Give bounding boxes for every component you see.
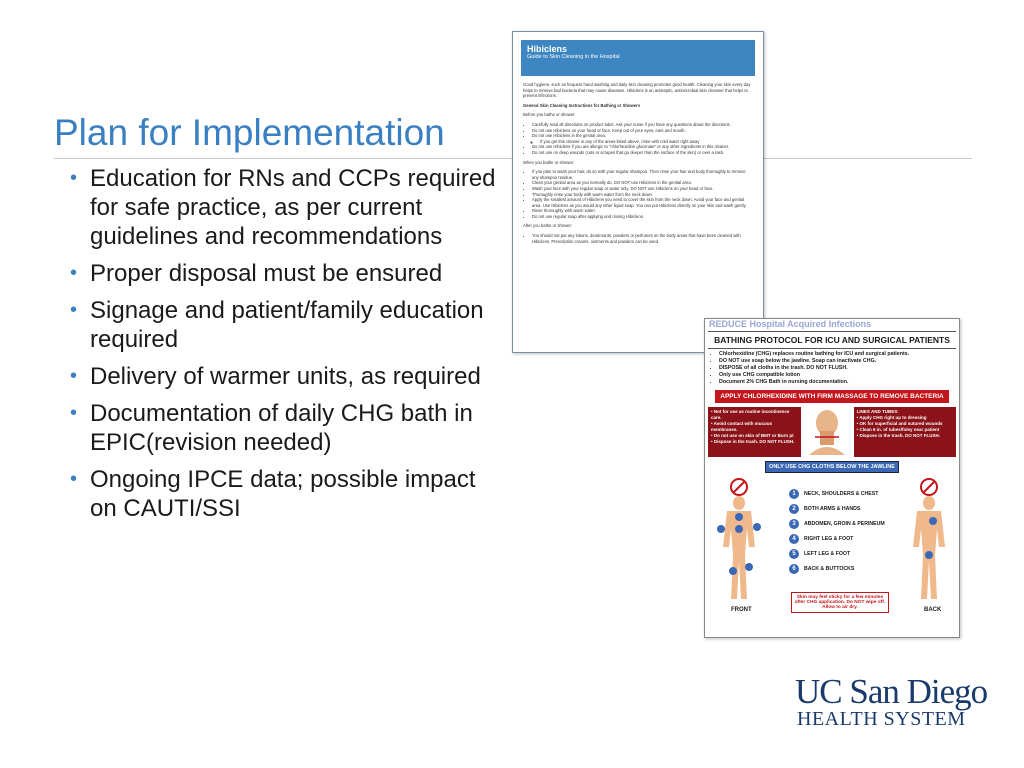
handout-subtitle: Guide to Skin Cleaning in the Hospital bbox=[527, 54, 620, 60]
bullet-item: • Proper disposal must be ensured bbox=[68, 259, 508, 288]
list-item: ◦ If you get this cleaner in any of the areas listed above, rinse with cold water right away bbox=[540, 139, 753, 145]
back-label: BACK bbox=[924, 607, 942, 613]
list-item: • You should not put any lotions, deodorants, powders or perfumes on the body areas that have been cleaned with Hibiclens. Prescription creams, ointments and powders can be used. bbox=[532, 233, 753, 244]
list-item: • Do not use Hibiclens on your head or face. Keep out of your eyes, ears and mouth. bbox=[532, 128, 753, 134]
step-list bbox=[789, 489, 885, 579]
list-item: • Rinse thoroughly with warm water. bbox=[532, 208, 753, 214]
uc-san-diego-logo bbox=[795, 672, 987, 731]
before-heading: Before you bathe or shower: bbox=[523, 112, 576, 118]
bathing-protocol-poster bbox=[704, 318, 960, 638]
bullet-item: • Signage and patient/family education required bbox=[68, 296, 508, 354]
hibiclens-handout bbox=[512, 31, 764, 353]
lines-tubes-box bbox=[854, 407, 956, 457]
bullet-item: • Ongoing IPCE data; possible impact on CAUTI/SSI bbox=[68, 465, 508, 523]
front-body-figure bbox=[709, 477, 779, 607]
list-item: • Wash your face with your regular soap or water only. DO NOT use Hibiclens on your head or face. bbox=[532, 186, 753, 192]
precautions-box bbox=[708, 407, 801, 457]
list-item: • Avoid contact with mucous membranes. bbox=[711, 421, 773, 432]
protocol-title: BATHING PROTOCOL FOR ICU AND SURGICAL PATIENTS bbox=[708, 331, 956, 349]
sticky-skin-note: Skin may feel sticky for a few minutes after CHG application. Do NOT wipe off. Allow to air dry. bbox=[791, 592, 889, 613]
before-list bbox=[523, 122, 753, 156]
list-item: • Clean your genital area as you normally do. DO NOT use Hibiclens in the genital area. bbox=[532, 180, 753, 186]
list-item: • Apply CHG right up to dressing bbox=[856, 415, 927, 420]
body-diagram bbox=[705, 477, 959, 637]
list-item: • Clean 6 in. of tubes/foley near patient bbox=[856, 427, 940, 432]
list-item: • Not for use as routine incontinence care. bbox=[711, 409, 790, 420]
list-item: 5 LEFT LEG & FOOT bbox=[789, 549, 885, 559]
apply-chg-banner: APPLY CHLORHEXIDINE WITH FIRM MASSAGE TO REMOVE BACTERIA bbox=[715, 390, 949, 403]
handout-section-heading: General Skin Cleaning Instructions for Bathing or Showers bbox=[523, 102, 641, 108]
handout-title: Hibiclens bbox=[527, 44, 568, 54]
warning-row bbox=[708, 407, 956, 457]
list-item: • Only use CHG compatible lotion bbox=[719, 372, 959, 379]
neck-illustration bbox=[801, 407, 854, 457]
list-item: • If you plan to wash your hair, do so with your regular shampoo. Then rinse your hair and body thoroughly to remove any shampoo residue. bbox=[532, 169, 753, 180]
list-item: 4 RIGHT LEG & FOOT bbox=[789, 534, 885, 544]
list-item: • Thoroughly rinse your body with warm water from the neck down. bbox=[532, 192, 753, 198]
list-item: • Chlorhexidine (CHG) replaces routine bathing for ICU and surgical patients. bbox=[719, 351, 959, 358]
list-item: • DISPOSE of all cloths in the trash. DO NOT FLUSH. bbox=[719, 365, 959, 372]
list-item: • OK for superficial and sutured wounds bbox=[856, 421, 943, 426]
list-item: • Dispose in the trash. DO NOT FLUSH. bbox=[856, 433, 940, 438]
handout-header bbox=[521, 40, 755, 76]
list-item: • Do not use regular soap after applying and rinsing Hibiclens. bbox=[532, 214, 753, 220]
list-item: 3 ABDOMEN, GROIN & PERINEUM bbox=[789, 519, 885, 529]
list-item: • Dispose in the trash. DO NOT FLUSH. bbox=[711, 439, 795, 444]
list-item: 2 BOTH ARMS & HANDS bbox=[789, 504, 885, 514]
after-list bbox=[523, 233, 753, 244]
logo-line-1: UC San Diego bbox=[795, 672, 988, 711]
handout-body bbox=[513, 76, 763, 254]
handout-intro: Good hygiene, such as frequent hand washing and daily skin cleaning promotes good health. Cleaning your skin every day helps to remove bad bacteria that may cause diseases. Hibiclens is an antiseptic, antimicrobial skin cleanser that helps to prevent infections. bbox=[523, 82, 751, 99]
list-item: • Do not use on skin of BMT or Burn pt bbox=[711, 433, 794, 438]
bullet-item: • Delivery of warmer units, as required bbox=[68, 362, 508, 391]
list-item: 1 NECK, SHOULDERS & CHEST bbox=[789, 489, 885, 499]
list-item: • Carefully read all directions on product label. Ask your nurse if you have any questions about the directions. bbox=[532, 122, 753, 128]
when-list bbox=[523, 169, 753, 219]
logo-line-2: HEALTH SYSTEM bbox=[797, 708, 966, 730]
protocol-list bbox=[705, 351, 959, 386]
bullet-list bbox=[68, 164, 508, 531]
list-item: • Apply the smallest amount of Hibiclens you need to cover the skin from the neck down. Avoid your face and genital area. Use Hibiclens as you would any other liquid soap. You can put Hibiclens directly on your skin and wash gently. bbox=[532, 197, 753, 208]
bullet-item: • Documentation of daily CHG bath in EPIC(revision needed) bbox=[68, 399, 508, 457]
lines-tubes-heading: LINES AND TUBES: bbox=[856, 409, 899, 414]
bullet-item: • Education for RNs and CCPs required for safe practice, as per current guidelines and recommendations bbox=[68, 164, 508, 251]
slide-title: Plan for Implementation bbox=[54, 112, 445, 153]
when-heading: When you bathe or shower: bbox=[523, 159, 575, 165]
front-label: FRONT bbox=[731, 607, 752, 613]
list-item: • Do not use Hibiclens if you are allergic to "chlorhexidine gluconate" or any other ingredients in this cleaner. bbox=[532, 144, 753, 150]
back-body-figure bbox=[897, 477, 957, 607]
list-item: • Do not use on deep wounds (cuts or scrapes that go deeper than the surface of the skin) or over a rash. bbox=[532, 150, 753, 156]
list-item: • Do not use Hibiclens in the genital area. bbox=[532, 133, 753, 139]
poster-top-title: REDUCE Hospital Acquired Infections bbox=[709, 319, 872, 329]
jawline-banner: ONLY USE CHG CLOTHS BELOW THE JAWLINE bbox=[765, 461, 899, 473]
list-item: • Document 2% CHG Bath in nursing documentation. bbox=[719, 379, 959, 386]
after-heading: After you bathe or shower: bbox=[523, 223, 573, 229]
list-item: 6 BACK & BUTTOCKS bbox=[789, 564, 885, 574]
list-item: • DO NOT use soap below the jawline. Soap can inactivate CHG. bbox=[719, 358, 959, 365]
